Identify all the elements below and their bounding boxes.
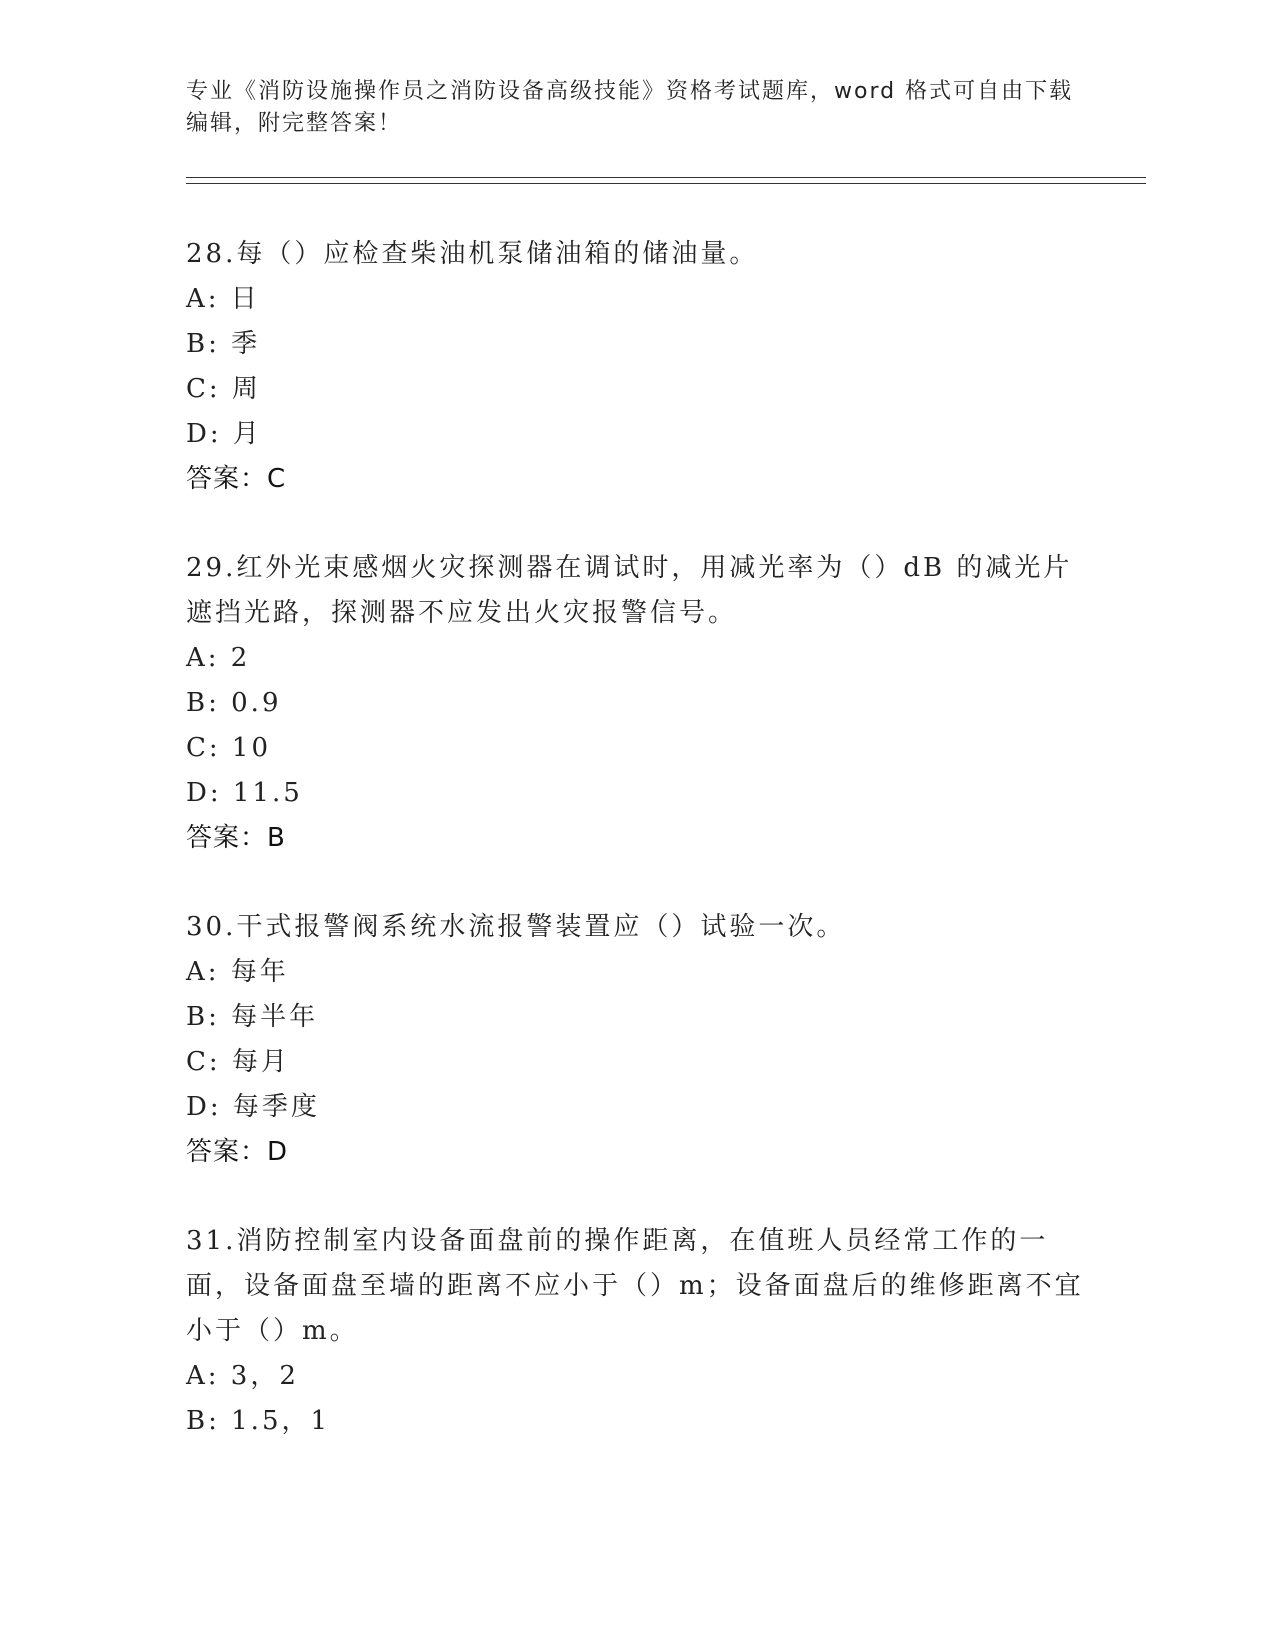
question-28 [186, 232, 1086, 502]
option-c: C: 10 [186, 733, 272, 763]
option-b: B: 1.5，1 [186, 1406, 331, 1436]
option-c: C: 每月 [186, 1047, 290, 1077]
option-d: D: 11.5 [186, 778, 303, 808]
option-a: A: 2 [186, 643, 251, 673]
option-d: D: 每季度 [186, 1092, 320, 1122]
option-b: B: 0.9 [186, 688, 282, 718]
question-31 [186, 1219, 1086, 1444]
option-b: B: 每半年 [186, 1002, 319, 1032]
option-a: A: 3，2 [186, 1361, 299, 1391]
question-stem: 29.红外光束感烟火灾探测器在调试时，用减光率为（）dB 的减光片遮挡光路，探测器不应发出火灾报警信号。 [186, 553, 1073, 628]
question-list [186, 232, 1086, 1488]
option-a: A: 日 [186, 284, 260, 314]
header-divider-bottom [186, 183, 1146, 184]
answer-line: 答案：C [186, 464, 287, 494]
header-divider-top [186, 177, 1146, 178]
question-stem: 31.消防控制室内设备面盘前的操作距离，在值班人员经常工作的一面，设备面盘至墙的距离不应小于（）m；设备面盘后的维修距离不宜小于（）m。 [186, 1226, 1084, 1346]
question-stem: 28.每（）应检查柴油机泵储油箱的储油量。 [186, 239, 759, 269]
option-d: D: 月 [186, 419, 262, 449]
option-c: C: 周 [186, 374, 261, 404]
question-30 [186, 905, 1086, 1175]
document-header: 专业《消防设施操作员之消防设备高级技能》资格考试题库，word 格式可自由下载编辑，附完整答案！ [186, 79, 1074, 136]
answer-line: 答案：D [186, 1137, 289, 1167]
option-b: B: 季 [186, 329, 261, 359]
question-stem: 30.干式报警阀系统水流报警装置应（）试验一次。 [186, 912, 846, 942]
answer-line: 答案：B [186, 823, 286, 853]
question-29 [186, 546, 1086, 861]
option-a: A: 每年 [186, 957, 289, 987]
